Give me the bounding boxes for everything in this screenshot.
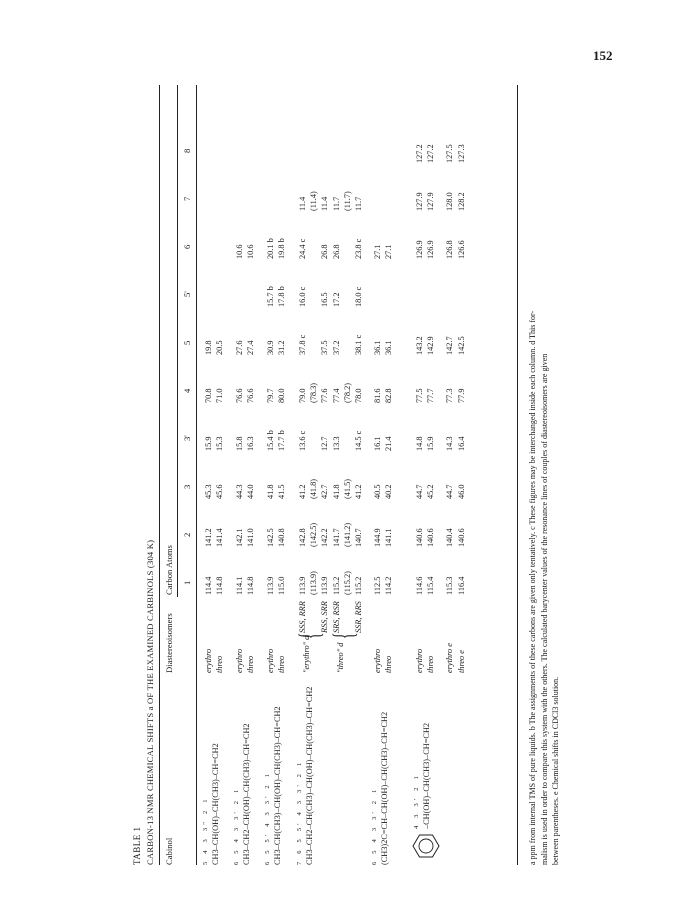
shift-value: 31.2 [277,340,287,355]
shift-value: 116.4 [456,576,466,595]
cabinol-formula [296,687,315,865]
formula-text: CH3–CH2–CH(OH)–CH(CH3)–CH=CH2 [242,723,251,865]
shift-value: 113.9 [320,576,330,595]
formula-carbon-numbers: 6 5 4 3 3' 2 1 [233,786,240,865]
brace-icon: { [293,632,326,639]
shift-value: 19.8 b [277,238,287,259]
shift-value: 79.7 [266,388,275,403]
shift-value: 14.3 [445,436,455,451]
formula-text: (CH3)2C=CH–CH(OH)–CH(CH3)–CH=CH2 [380,711,389,865]
carbon-header: 3 [182,484,192,489]
shift-value: 44.0 [246,484,256,499]
rotated-table-page [132,85,572,865]
shift-value: 12.7 [320,436,330,451]
shift-value: 19.8 [204,340,213,355]
shift-value: 128.0 [445,192,455,211]
shift-value: 126.9 [426,240,436,259]
shift-value: 127.3 [456,144,466,163]
shift-value: 18.0 c [354,286,363,307]
shift-value: 16.5 [320,292,330,307]
top-rule [159,85,160,865]
bottom-rule [517,85,518,865]
shift-value: 45.2 [426,484,436,499]
shift-value: 77.7 [426,388,436,403]
shift-value: 142.5 [456,336,466,355]
shift-value: 27.1 [384,244,394,259]
shift-value: (142.5) [309,522,319,547]
shift-value: 142.2 [320,528,330,547]
shift-value: 15.3 [215,436,225,451]
shift-value: 114.6 [415,576,424,595]
shift-value: 114.2 [384,576,394,595]
shift-value: 77.3 [445,388,455,403]
footnote-line: malism is used in order to compare this system with the others. The calculated barycenter values of the resonance lines of couples of diastereoisomers are given [539,353,549,865]
shift-value: 113.9 [266,576,275,595]
diastereoisomer-label: erythro e [445,643,455,673]
shift-value: 77.6 [320,388,330,403]
shift-value: 127.2 [415,144,424,163]
shift-value: 17.2 [331,292,341,307]
shift-value: 115.3 [445,576,455,595]
diastereoisomer-label: erythro [415,648,424,673]
shift-value: 15.9 [204,436,213,451]
shift-value: 42.7 [320,484,330,499]
shift-value: 141.1 [384,528,394,547]
shift-value: 140.6 [415,528,424,547]
shift-value: 114.4 [204,576,213,595]
carbon-header: 2 [182,532,192,537]
configuration-label: SRS, RSR [331,601,341,633]
shift-value: 82.8 [384,388,394,403]
benzene-ring-icon [411,831,441,861]
configuration-label: SSR, RRS [354,601,363,633]
shift-value: 16.0 c [298,286,307,307]
diastereoisomer-label: threo [215,655,225,673]
shift-value: 127.9 [426,192,436,211]
shift-value: (11.4) [309,191,319,211]
formula-text: –CH(OH)–CH(CH3)–CH=CH2 [422,722,431,829]
shift-value: 20.5 [215,340,225,355]
shift-value: 141.7 [331,528,341,547]
formula-carbon-numbers: 7 6 5 5' 4 3 3' 2 1 [296,759,303,865]
formula-text: CH3–CH(OH)–CH(CH3)–CH=CH2 [211,743,220,865]
shift-value: 140.4 [445,528,455,547]
configuration-label: RSS, SRR [320,601,330,633]
shift-value: 10.6 [246,244,256,259]
shift-value: (41.5) [342,478,352,499]
brace-icon: { [326,632,360,639]
shift-value: 36.1 [373,340,382,355]
configuration-label: SSS, RRR [298,601,307,633]
shift-value: 126.6 [456,240,466,259]
diastereoisomer-label: erythro [266,648,275,673]
cabinol-formula [202,743,221,865]
diastereoisomer-label: threo e [456,650,466,673]
diastereoisomer-label: threo [277,655,287,673]
shift-value: 77.9 [456,388,466,403]
shift-value: 41.8 [266,484,275,499]
carbon-header: 3' [182,435,192,441]
shift-value: 11.7 [331,196,341,211]
shift-value: 20.1 b [266,238,275,259]
carbon-header: 5' [182,291,192,297]
formula-carbon-numbers: 5 4 3 3" 2 1 [202,796,209,865]
shift-value: 14.5 c [354,430,363,451]
header-carbon-atoms: Carbon Atoms [164,545,174,595]
shift-value: 141.0 [246,528,256,547]
shift-value: 76.6 [235,388,244,403]
diastereoisomer-label: "erythro" d [302,635,311,673]
cabinol-formula [264,706,283,865]
shift-value: 70.8 [204,388,213,403]
shift-value: 45.3 [204,484,213,499]
diastereoisomer-label: "threo" d [335,642,345,673]
carbon-header: 1 [182,580,192,585]
formula-carbon-numbers: 6 5 5' 4 3 3' 2 1 [264,770,271,865]
shift-value: 115.0 [277,576,287,595]
shift-value: 140.6 [456,528,466,547]
table-label: TABLE 1 [132,826,142,865]
shift-value: 142.9 [426,336,436,355]
shift-value: (141.2) [342,522,352,547]
shift-value: 142.1 [235,528,244,547]
shift-value: 41.2 [354,484,363,499]
shift-value: 115.2 [331,576,341,595]
shift-value: 41.5 [277,484,287,499]
shift-value: 37.5 [320,340,330,355]
shift-value: (78.3) [309,382,319,403]
footnote-line: a ppm from internal TMS of pure liquids. b The assignments of these carbons are given only tentatively. c These figures may be interchanged inside each column. d This for- [528,310,537,865]
shift-value: 78.0 [354,388,363,403]
shift-value: 115.4 [426,576,436,595]
shift-value: 16.4 [456,436,466,451]
cabinol-formula [233,723,252,865]
shift-value: 27.6 [235,340,244,355]
carbon-header: 7 [182,196,192,201]
shift-value: 142.8 [298,528,307,547]
carbon-atoms-rule [177,85,178,597]
shift-value: 40.5 [373,484,382,499]
shift-value: 15.8 [235,436,244,451]
shift-value: 16.1 [373,436,382,451]
shift-value: 26.8 [331,244,341,259]
shift-value: 126.9 [415,240,424,259]
shift-value: 37.2 [331,340,341,355]
shift-value: 77.5 [415,388,424,403]
shift-value: 46.0 [456,484,466,499]
formula-carbon-numbers: 4 3 3' 2 1 [413,773,420,829]
shift-value: 128.2 [456,192,466,211]
diastereoisomer-label: threo [246,655,256,673]
diastereoisomer-label: threo [426,655,436,673]
shift-value: 80.0 [277,388,287,403]
shift-value: 76.6 [246,388,256,403]
shift-value: 13.3 [331,436,341,451]
shift-value: 36.1 [384,340,394,355]
table-title: CARBON-13 NMR CHEMICAL SHIFTS a OF THE EXAMINED CARBINOLS (304 K) [145,539,155,865]
shift-value: 11.4 [298,196,307,211]
header-rule [196,85,197,865]
shift-value: (78.2) [342,382,352,403]
shift-value: 141.4 [215,528,225,547]
diastereoisomer-label: erythro [235,648,244,673]
shift-value: (115.2) [342,571,352,595]
shift-value: 41.8 [331,484,341,499]
formula-text: CH3–CH2–CH(CH3)–CH(OH)–CH(CH3)–CH=CH2 [305,686,314,865]
shift-value: 113.9 [298,576,307,595]
header-diastereoisomers: Diastereoisomers [164,613,174,673]
header-cabinol: Cabinol [164,837,174,865]
shift-value: 140.7 [354,528,363,547]
shift-value: 15.9 [426,436,436,451]
shift-value: 114.8 [215,576,225,595]
formula-text: CH3–CH(CH3)–CH(OH)–CH(CH3)–CH=CH2 [273,706,282,865]
shift-value: 44.3 [235,484,244,499]
footnotes [527,85,562,865]
shift-value: 38.1 c [354,334,363,355]
carbon-header: 6 [182,244,192,249]
page-number: 152 [593,48,613,63]
shift-value: 30.9 [266,340,275,355]
shift-value: 127.9 [415,192,424,211]
shift-value: 142.7 [445,336,455,355]
shift-value: 142.5 [266,528,275,547]
shift-value: 10.6 [235,244,244,259]
shift-value: 16.3 [246,436,256,451]
cabinol-formula [371,712,390,865]
shift-value: 17.8 b [277,286,287,307]
cabinol-formula [413,723,432,829]
shift-value: 44.7 [415,484,424,499]
carbon-header: 5 [182,340,192,345]
carbon-header: 4 [182,388,192,393]
shift-value: 140.8 [277,528,287,547]
shift-value: 37.8 c [298,334,307,355]
shift-value: 14.8 [415,436,424,451]
shift-value: 71.0 [215,388,225,403]
shift-value: 79.0 [298,388,307,403]
shift-value: 15.7 b [266,286,275,307]
shift-value: 127.5 [445,144,455,163]
shift-value: 15.4 b [266,430,275,451]
shift-value: 11.7 [354,196,363,211]
shift-value: 21.4 [384,436,394,451]
shift-value: 24.4 c [298,238,307,259]
shift-value: 141.2 [204,528,213,547]
shift-value: 140.6 [426,528,436,547]
shift-value: 11.4 [320,196,330,211]
shift-value: (41.8) [309,478,319,499]
shift-value: (113.9) [309,571,319,595]
shift-value: 126.8 [445,240,455,259]
shift-value: 41.2 [298,484,307,499]
shift-value: 13.6 c [298,430,307,451]
diastereoisomer-label: erythro [204,648,213,673]
shift-value: 27.1 [373,244,382,259]
shift-value: 23.8 c [354,238,363,259]
shift-value: 77.4 [331,388,341,403]
shift-value: 27.4 [246,340,256,355]
shift-value: (11.7) [342,191,352,211]
diastereoisomer-label: threo [384,655,394,673]
shift-value: 26.8 [320,244,330,259]
shift-value: 45.6 [215,484,225,499]
formula-carbon-numbers: 6 5 4 3 3' 2 1 [371,786,378,865]
diastereoisomer-label: erythro [373,648,382,673]
shift-value: 112.5 [373,576,382,595]
shift-value: 40.2 [384,484,394,499]
shift-value: 143.2 [415,336,424,355]
carbon-header: 8 [182,148,192,153]
shift-value: 81.6 [373,388,382,403]
shift-value: 115.2 [354,576,363,595]
shift-value: 17.7 b [277,430,287,451]
shift-value: 44.7 [445,484,455,499]
shift-value: 127.2 [426,144,436,163]
shift-value: 114.1 [235,576,244,595]
shift-value: 144.9 [373,528,382,547]
footnote-line: between parentheses. e Chemical shifts in CDCl3 solution. [551,676,561,865]
shift-value: 114.8 [246,576,256,595]
